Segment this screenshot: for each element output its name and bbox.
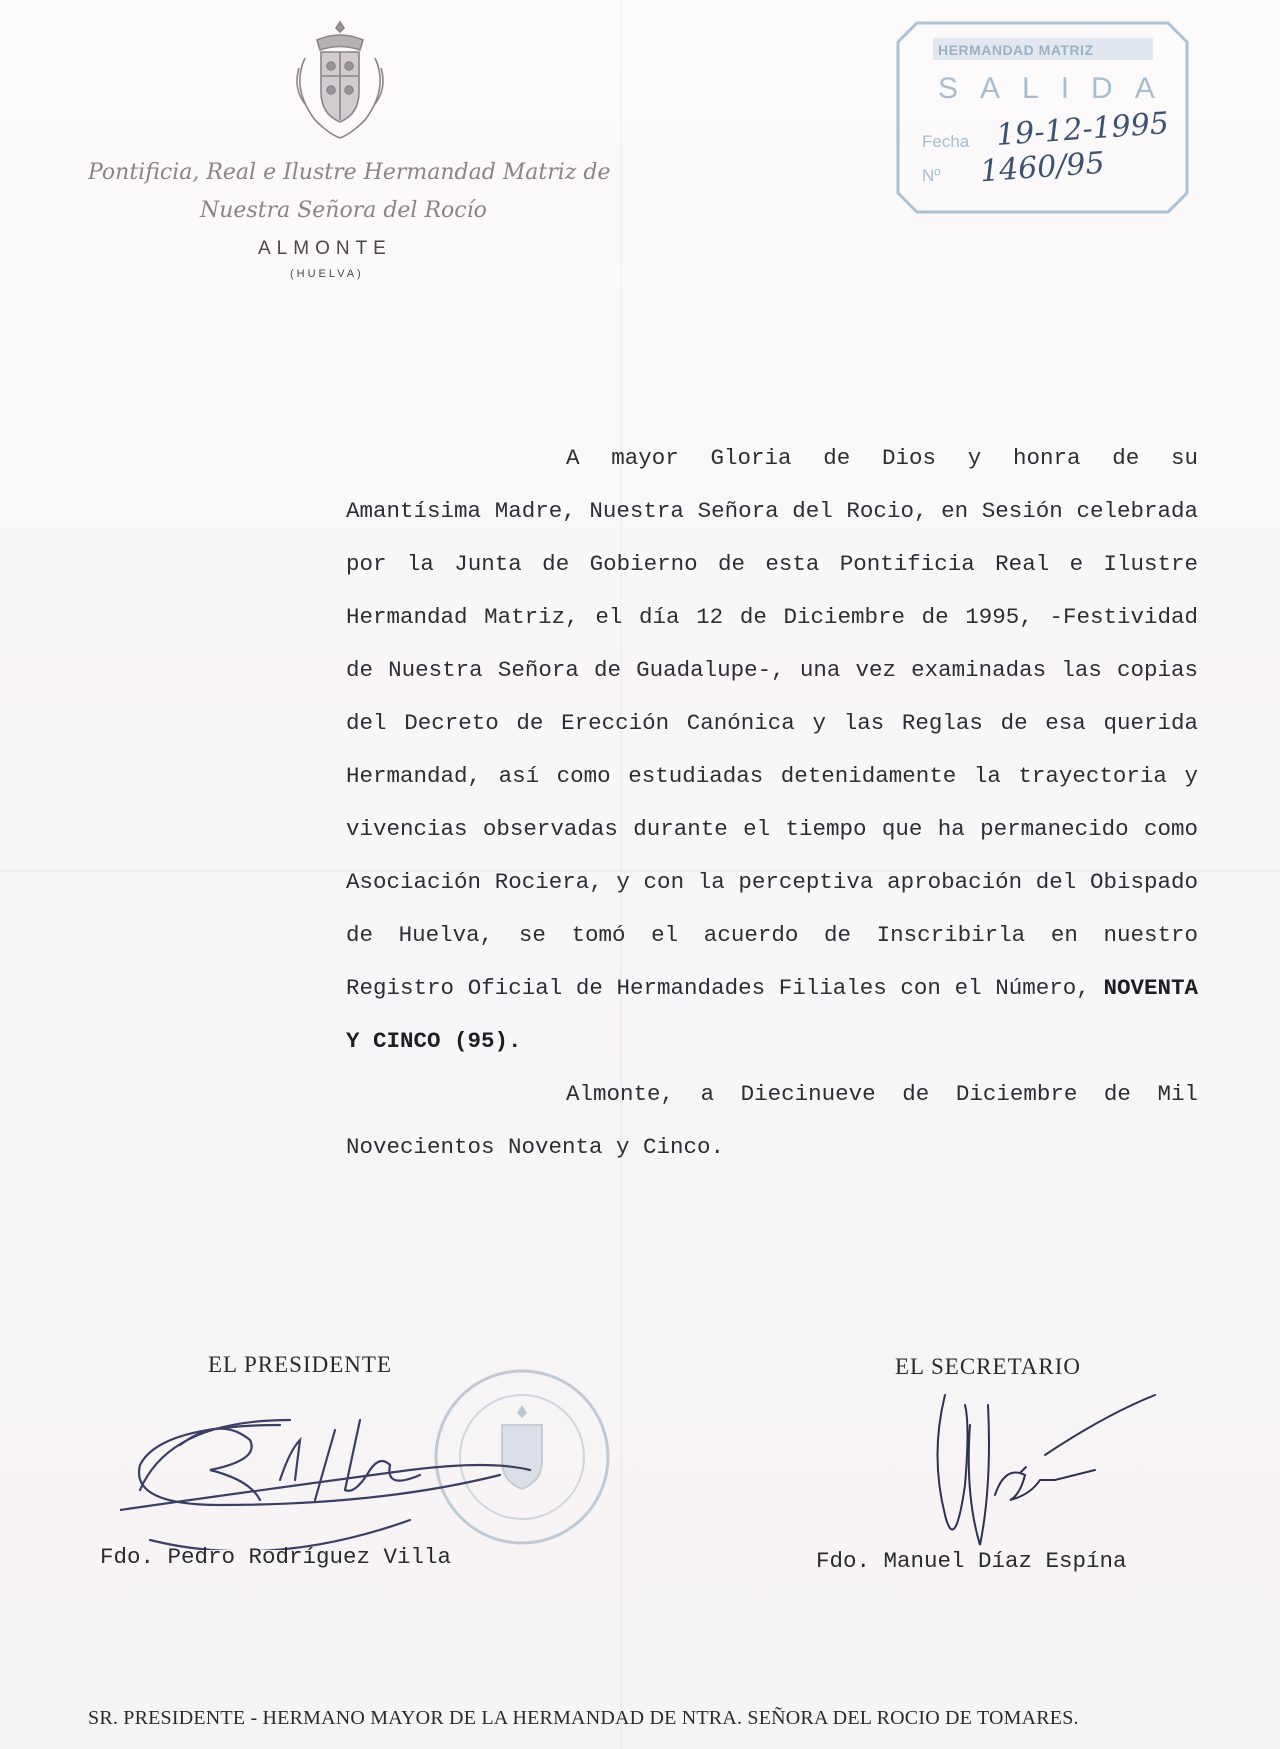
crest-icon bbox=[285, 18, 395, 143]
stamp-word: SALIDA bbox=[938, 72, 1177, 105]
stamp-number-value: 1460/95 bbox=[978, 145, 1106, 190]
letterhead-city: ALMONTE bbox=[258, 238, 392, 259]
letter-body bbox=[346, 432, 1198, 1174]
secretary-title: EL SECRETARIO bbox=[895, 1354, 1081, 1379]
stamp-header: HERMANDAD MATRIZ bbox=[938, 42, 1094, 58]
body-paragraph bbox=[346, 432, 1198, 1068]
secretary-signature bbox=[925, 1385, 1165, 1560]
body-paragraph-text: A mayor Gloria de Dios y honra de su Amantísima Madre, Nuestra Señora del Rocio, en Sesión celebrada por la Junta de Gobierno de esta Pontificia Real e Ilustre Hermandad Matriz, el día 12 de Diciembre de 1995, -Festividad de Nuestra Señora de Guadalupe-, una vez examinadas las copias del Decreto de Erección Canónica y las Reglas de esa querida Hermandad, así como estudiadas detenidamente la trayectoria y vivencias observadas durante el tiempo que ha permanecido como Asociación Rociera, y con la perceptiva aprobación del Obispado de Huelva, se tomó el acuerdo de Inscribirla en nuestro Registro Oficial de Hermandades Filiales con el Número, bbox=[346, 445, 1198, 1001]
letterhead-line-2: Nuestra Señora del Rocío bbox=[200, 198, 487, 223]
president-title: EL PRESIDENTE bbox=[208, 1352, 392, 1377]
closing-paragraph: Almonte, a Diecinueve de Diciembre de Mil Novecientos Noventa y Cinco. bbox=[346, 1081, 1198, 1160]
stamp-date-value: 19-12-1995 bbox=[994, 106, 1170, 153]
secretary-name: Fdo. Manuel Díaz Espína bbox=[816, 1548, 1127, 1574]
registry-number: NOVENTA Y CINCO (95). bbox=[346, 975, 1198, 1054]
stamp-number-label: Nº bbox=[922, 166, 941, 185]
letterhead-province: (HUELVA) bbox=[290, 268, 364, 280]
president-name: Fdo. Pedro Rodríguez Villa bbox=[100, 1544, 452, 1570]
letterhead-line-1: Pontificia, Real e Ilustre Hermandad Matriz de bbox=[88, 160, 611, 185]
stamp-date-label: Fecha bbox=[922, 132, 970, 151]
president-signature bbox=[120, 1410, 540, 1550]
recipient-line: SR. PRESIDENTE - HERMANO MAYOR DE LA HERMANDAD DE NTRA. SEÑORA DEL ROCIO DE TOMARES. bbox=[88, 1707, 1079, 1729]
